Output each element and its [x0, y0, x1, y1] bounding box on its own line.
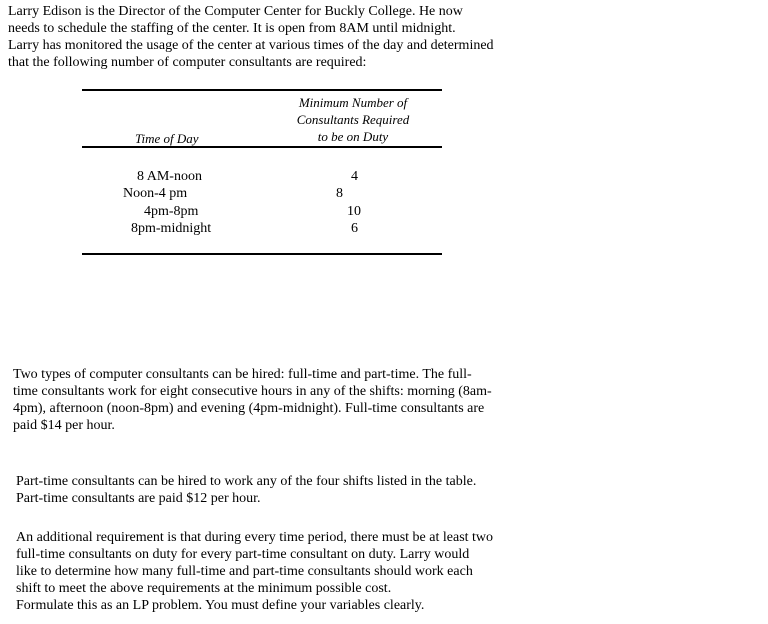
- time-cell: 8pm-midnight: [131, 221, 212, 236]
- intro-line: Larry Edison is the Director of the Computer Center for Buckly College. He now: [8, 4, 463, 19]
- table-top-rule: [82, 89, 442, 91]
- requirement-line: Formulate this as an LP problem. You must define your variables clearly.: [16, 598, 425, 613]
- requirement-paragraph: [16, 529, 493, 614]
- types-line: paid $14 per hour.: [13, 418, 115, 433]
- intro-line: Larry has monitored the usage of the center at various times of the day and determined: [8, 38, 494, 53]
- types-line: time consultants work for eight consecutive hours in any of the shifts: morning (8am-: [13, 384, 492, 399]
- requirement-line: An additional requirement is that during every time period, there must be at least two: [16, 530, 494, 545]
- requirement-line: like to determine how many full-time and part-time consultants should work each: [16, 564, 473, 579]
- table-bottom-rule: [82, 253, 442, 255]
- header-min-line: to be on Duty: [317, 129, 389, 144]
- required-cell: 4: [351, 169, 358, 184]
- part-time-paragraph: [16, 473, 476, 507]
- intro-line: needs to schedule the staffing of the center. It is open from 8AM until midnight.: [8, 21, 456, 36]
- requirement-line: shift to meet the above requirements at the minimum possible cost.: [16, 581, 392, 596]
- part-time-line: Part-time consultants can be hired to work any of the four shifts listed in the table.: [16, 474, 477, 489]
- required-cell: 6: [351, 221, 358, 236]
- requirement-line: full-time consultants on duty for every part-time consultant on duty. Larry would: [16, 547, 470, 562]
- intro-line: that the following number of computer consultants are required:: [8, 55, 367, 70]
- header-min-line: Minimum Number of: [298, 95, 408, 110]
- types-line: 4pm), afternoon (noon-8pm) and evening (4pm-midnight). Full-time consultants are: [13, 401, 485, 416]
- header-minimum-required: [270, 94, 436, 145]
- header-min-line: Consultants Required: [296, 112, 410, 127]
- table-header-rule: [82, 146, 442, 148]
- types-line: Two types of computer consultants can be hired: full-time and part-time. The full-: [13, 367, 472, 382]
- header-time-of-day: Time of Day: [135, 131, 199, 146]
- time-cell: 8 AM-noon: [137, 169, 202, 184]
- time-cell: Noon-4 pm: [123, 186, 188, 201]
- intro-paragraph: [8, 3, 494, 71]
- required-cell: 10: [347, 204, 361, 219]
- time-cell: 4pm-8pm: [144, 204, 199, 219]
- required-cell: 8: [336, 186, 343, 201]
- part-time-line: Part-time consultants are paid $12 per hour.: [16, 491, 261, 506]
- consultant-types-paragraph: [13, 366, 492, 434]
